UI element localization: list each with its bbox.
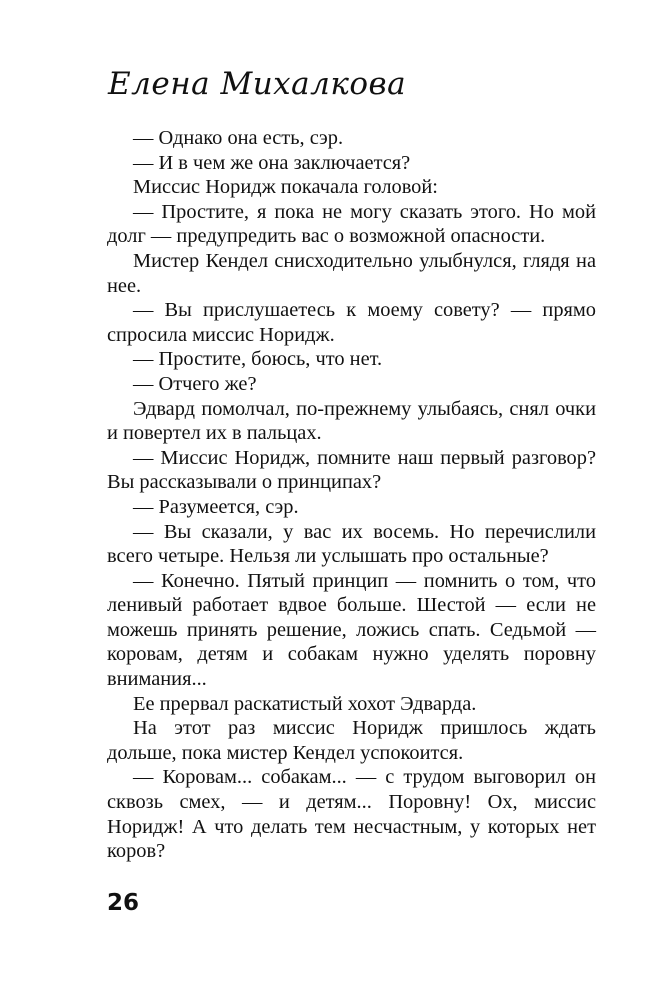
running-head-author: Елена Михалкова (108, 66, 407, 102)
paragraph: — Конечно. Пятый принцип — помнить о том, что ленивый работает вдвое больше. Шестой — если не можешь принять решение, ложись спать. Седьмой — коровам, детям и собакам нужно уделять поровну внимания... (107, 569, 596, 691)
paragraph: Эдвард помолчал, по-прежнему улыбаясь, снял очки и повертел их в пальцах. (107, 397, 596, 445)
paragraph: — Миссис Норидж, помните наш первый разговор? Вы рассказывали о принципах? (107, 446, 596, 494)
paragraph: — Простите, я пока не могу сказать этого. Но мой долг — предупредить вас о возможной опасности. (107, 200, 596, 248)
paragraph: — Коровам... собакам... — с трудом выговорил он сквозь смех, — и детям... Поровну! Ох, миссис Норидж! А что делать тем несчастным, у которых нет коров? (107, 766, 596, 863)
paragraph: Мистер Кендел снисходительно улыбнулся, глядя на нее. (107, 249, 596, 297)
paragraph: На этот раз миссис Норидж пришлось ждать дольше, пока мистер Кендел успокоится. (107, 717, 596, 764)
page-number: 26 (107, 890, 140, 916)
paragraph: — Простите, боюсь, что нет. (133, 348, 383, 371)
body-text (107, 126, 596, 864)
paragraph: — Разумеется, сэр. (133, 495, 299, 518)
paragraph: Ее прервал раскатистый хохот Эдварда. (133, 692, 477, 715)
paragraph: — И в чем же она заключается? (133, 151, 411, 174)
paragraph: — Однако она есть, сэр. (133, 127, 344, 149)
paragraph: — Вы сказали, у вас их восемь. Но перечислили всего четыре. Нельзя ли услышать про остальные? (107, 520, 596, 568)
paragraph: — Вы прислушаетесь к моему совету? — прямо спросила миссис Норидж. (107, 299, 596, 346)
paragraph: Миссис Норидж покачала головой: (133, 176, 438, 199)
paragraph: — Отчего же? (133, 372, 257, 395)
